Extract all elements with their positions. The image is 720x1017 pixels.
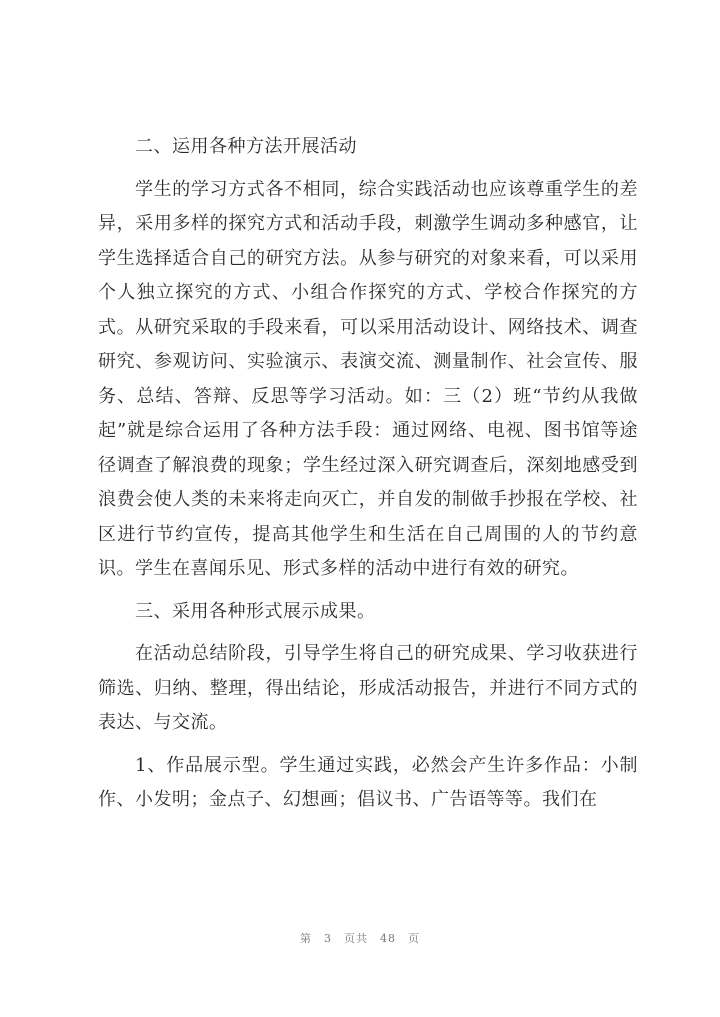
footer-current-page: 3 — [324, 932, 332, 945]
paragraph-works-display: 1、作品展示型。学生通过实践，必然会产生许多作品：小制作、小发明；金点子、幻想画；倡议书、广告语等等。我们在 — [98, 754, 638, 810]
footer-prefix: 第 — [300, 932, 312, 945]
page-footer — [0, 930, 720, 946]
section-heading-3: 三、采用各种形式展示成果。 — [135, 600, 376, 622]
section-heading-2: 二、运用各种方法开展活动 — [135, 136, 357, 157]
document-body — [98, 130, 638, 818]
paragraph-methods: 学生的学习方式各不相同，综合实践活动也应该尊重学生的差异，采用多样的探究方式和活动手段，刺激学生调动多种感官，让学生选择适合自己的研究方法。从参与研究的对象来看，可以采用个人独立探究的方式、小组合作探究的方式、学校合作探究的方式。从研究采取的手段来看，可以采用活动设计、网络技术、调查研究、参观访问、实验演示、表演交流、测量制作、社会宣传、服务、总结、答辩、反思等学习活动。如：三（2）班“节约从我做起”就是综合运用了各种方法手段：通过网络、电视、图书馆等途径调查了解浪费的现象；学生经过深入研究调查后，深刻地感受到浪费会使人类的未来将走向灭亡，并自发的制做手抄报在学校、社区进行节约宣传，提高其他学生和生活在自己周围的人的节约意识。学生在喜闻乐见、形式多样的活动中进行有效的研究。 — [98, 178, 638, 579]
footer-total-pages: 48 — [380, 932, 396, 945]
footer-mid: 页共 — [344, 932, 368, 945]
paragraph-summary-stage: 在活动总结阶段，引导学生将自己的研究成果、学习收获进行筛选、归纳、整理，得出结论，形成活动报告，并进行不同方式的表达、与交流。 — [98, 643, 638, 733]
footer-suffix: 页 — [408, 932, 420, 945]
